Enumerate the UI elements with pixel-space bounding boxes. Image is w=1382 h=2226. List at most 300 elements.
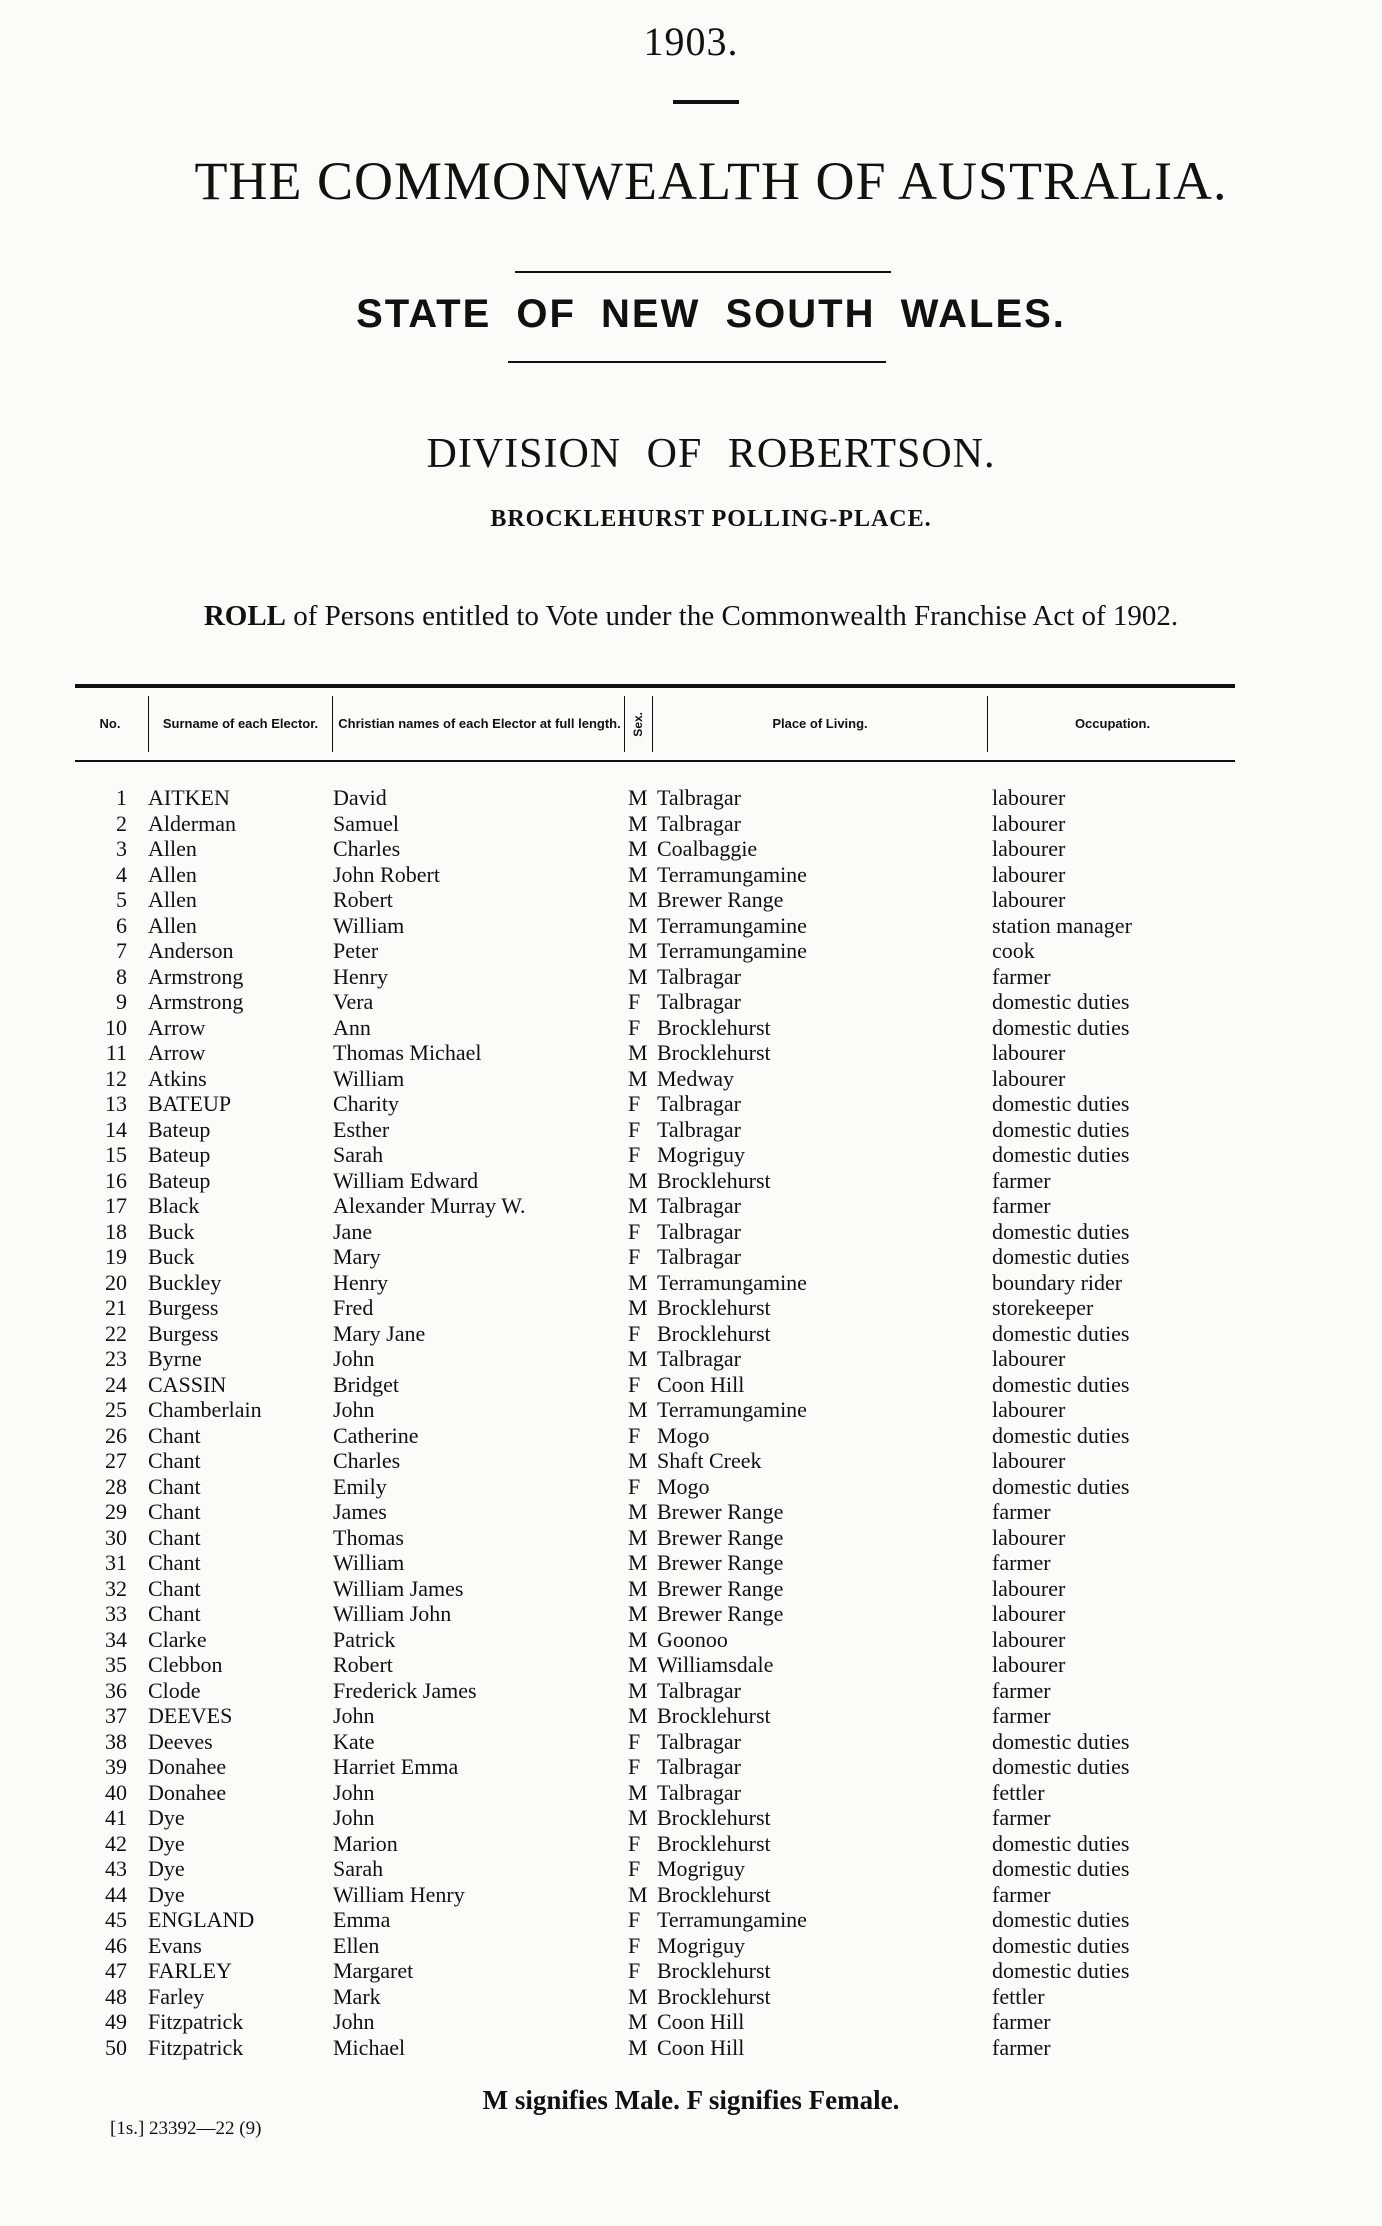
elector-sex: M [628, 785, 648, 810]
elector-occupation: farmer [992, 963, 1051, 989]
elector-number: 17 [105, 1193, 127, 1218]
elector-number: 37 [105, 1703, 127, 1728]
elector-number: 27 [105, 1448, 127, 1473]
elector-surname: Clode [148, 1677, 201, 1703]
elector-occupation: labourer [992, 1346, 1066, 1371]
elector-number: 2 [116, 810, 127, 836]
elector-christian-names: Marion [333, 1830, 398, 1856]
col-header-sex-wrap [626, 688, 650, 760]
elector-number: 16 [105, 1167, 127, 1193]
elector-number: 21 [105, 1295, 127, 1320]
elector-christian-names: Emma [333, 1907, 391, 1932]
elector-surname: Black [148, 1193, 200, 1218]
elector-surname: Fitzpatrick [148, 2009, 244, 2034]
elector-place-of-living: Terramungamine [657, 938, 807, 963]
elector-christian-names: James [333, 1499, 387, 1524]
elector-occupation: labourer [992, 1397, 1066, 1422]
elector-sex: M [628, 810, 648, 836]
elector-occupation: boundary rider [992, 1269, 1123, 1295]
elector-surname: Chant [148, 1499, 201, 1524]
elector-sex: F [628, 1116, 641, 1142]
elector-place-of-living: Talbragar [657, 963, 741, 989]
elector-place-of-living: Brocklehurst [657, 1167, 771, 1193]
elector-number: 39 [105, 1754, 127, 1779]
elector-surname: Buckley [148, 1269, 222, 1295]
elector-sex: M [628, 938, 648, 963]
elector-place-of-living: Brewer Range [657, 1601, 784, 1626]
elector-sex: M [628, 1983, 648, 2009]
elector-number: 15 [105, 1142, 127, 1167]
elector-surname: AITKEN [148, 785, 230, 810]
elector-occupation: domestic duties [992, 1958, 1130, 1983]
elector-occupation: farmer [992, 2034, 1051, 2060]
elector-occupation: domestic duties [992, 1830, 1130, 1856]
elector-sex: F [628, 1830, 641, 1856]
elector-surname: Dye [148, 1881, 185, 1907]
elector-surname: Allen [148, 836, 197, 861]
table-row [0, 1933, 1382, 1959]
table-row [0, 1984, 1382, 2010]
elector-sex: M [628, 1677, 648, 1703]
table-row [0, 1831, 1382, 1857]
elector-sex: M [628, 1881, 648, 1907]
elector-sex: M [628, 1295, 648, 1320]
elector-sex: M [628, 2009, 648, 2034]
column-divider [987, 696, 988, 752]
elector-place-of-living: Talbragar [657, 1218, 741, 1244]
elector-christian-names: John [333, 1805, 375, 1830]
elector-occupation: labourer [992, 861, 1066, 887]
elector-occupation: domestic duties [992, 1091, 1130, 1116]
table-row [0, 1321, 1382, 1347]
elector-sex: F [628, 1142, 641, 1167]
elector-place-of-living: Brewer Range [657, 1524, 784, 1550]
table-row [0, 1576, 1382, 1602]
elector-surname: Chant [148, 1473, 201, 1499]
elector-christian-names: Ann [333, 1014, 371, 1040]
elector-christian-names: John [333, 1346, 375, 1371]
table-row [0, 1525, 1382, 1551]
column-divider [148, 696, 149, 752]
elector-number: 49 [105, 2009, 127, 2034]
elector-occupation: farmer [992, 1550, 1051, 1575]
elector-number: 9 [116, 989, 127, 1014]
elector-christian-names: Samuel [333, 810, 399, 836]
elector-number: 46 [105, 1932, 127, 1958]
elector-occupation: farmer [992, 1499, 1051, 1524]
elector-place-of-living: Brocklehurst [657, 1320, 771, 1346]
page-title: THE COMMONWEALTH OF AUSTRALIA. [194, 151, 1228, 211]
elector-christian-names: Bridget [333, 1371, 399, 1397]
elector-occupation: domestic duties [992, 1473, 1130, 1499]
elector-place-of-living: Brocklehurst [657, 1958, 771, 1983]
elector-sex: M [628, 1346, 648, 1371]
elector-place-of-living: Terramungamine [657, 861, 807, 887]
elector-sex: F [628, 1014, 641, 1040]
electors-list [0, 785, 1382, 2060]
elector-number: 48 [105, 1983, 127, 2009]
elector-place-of-living: Brewer Range [657, 1550, 784, 1575]
elector-place-of-living: Coon Hill [657, 1371, 745, 1397]
elector-christian-names: Michael [333, 2034, 406, 2060]
elector-number: 40 [105, 1779, 127, 1805]
table-row [0, 1958, 1382, 1984]
table-row [0, 1066, 1382, 1092]
elector-sex: F [628, 989, 641, 1014]
elector-number: 22 [105, 1320, 127, 1346]
elector-christian-names: Margaret [333, 1958, 414, 1983]
elector-place-of-living: Terramungamine [657, 1397, 807, 1422]
elector-surname: Allen [148, 861, 197, 887]
elector-number: 25 [105, 1397, 127, 1422]
table-row [0, 1219, 1382, 1245]
table-row [0, 1652, 1382, 1678]
col-header-surname: Surname of each Elector. [162, 716, 319, 731]
table-header [75, 684, 1235, 762]
elector-place-of-living: Brocklehurst [657, 1703, 771, 1728]
elector-christian-names: William James [333, 1575, 464, 1601]
elector-christian-names: Mary [333, 1244, 381, 1269]
elector-number: 18 [105, 1218, 127, 1244]
table-row [0, 1091, 1382, 1117]
elector-christian-names: Thomas Michael [333, 1040, 482, 1065]
elector-occupation: fettler [992, 1779, 1045, 1805]
elector-place-of-living: Terramungamine [657, 1907, 807, 1932]
table-row [0, 1856, 1382, 1882]
elector-surname: Dye [148, 1805, 185, 1830]
elector-christian-names: Emily [333, 1473, 387, 1499]
elector-surname: Farley [148, 1983, 205, 2009]
elector-occupation: domestic duties [992, 1907, 1130, 1932]
elector-surname: Chant [148, 1575, 201, 1601]
elector-surname: Donahee [148, 1779, 227, 1805]
elector-surname: Bateup [148, 1116, 211, 1142]
elector-place-of-living: Brewer Range [657, 887, 784, 912]
col-header-place: Place of Living. [772, 716, 868, 731]
elector-christian-names: Esther [333, 1116, 390, 1142]
elector-number: 4 [116, 861, 127, 887]
elector-christian-names: Robert [333, 887, 393, 912]
table-row [0, 862, 1382, 888]
elector-occupation: farmer [992, 1881, 1051, 1907]
elector-occupation: domestic duties [992, 1932, 1130, 1958]
elector-christian-names: William [333, 912, 405, 938]
table-row [0, 836, 1382, 862]
elector-place-of-living: Terramungamine [657, 912, 807, 938]
elector-sex: F [628, 1218, 641, 1244]
elector-surname: Chant [148, 1448, 201, 1473]
elector-number: 7 [116, 938, 127, 963]
elector-place-of-living: Brewer Range [657, 1575, 784, 1601]
elector-occupation: domestic duties [992, 1244, 1130, 1269]
table-row [0, 938, 1382, 964]
elector-christian-names: Sarah [333, 1142, 384, 1167]
elector-occupation: domestic duties [992, 1422, 1130, 1448]
elector-place-of-living: Talbragar [657, 1346, 741, 1371]
column-divider [652, 696, 653, 752]
elector-sex: M [628, 1065, 648, 1091]
elector-occupation: labourer [992, 1524, 1066, 1550]
elector-christian-names: Harriet Emma [333, 1754, 459, 1779]
elector-sex: M [628, 1575, 648, 1601]
elector-place-of-living: Brocklehurst [657, 1805, 771, 1830]
table-row [0, 887, 1382, 913]
elector-sex: M [628, 1550, 648, 1575]
elector-surname: Chant [148, 1422, 201, 1448]
table-row [0, 1805, 1382, 1831]
table-row [0, 811, 1382, 837]
column-divider [624, 696, 625, 752]
elector-surname: FARLEY [148, 1958, 232, 1983]
elector-sex: M [628, 2034, 648, 2060]
divider [515, 271, 891, 273]
polling-place-heading: BROCKLEHURST POLLING-PLACE. [490, 506, 932, 532]
table-row [0, 1550, 1382, 1576]
table-row [0, 1142, 1382, 1168]
elector-christian-names: Catherine [333, 1422, 419, 1448]
elector-number: 26 [105, 1422, 127, 1448]
elector-christian-names: Frederick James [333, 1677, 477, 1703]
elector-place-of-living: Brocklehurst [657, 1881, 771, 1907]
elector-surname: Allen [148, 912, 197, 938]
elector-number: 5 [116, 887, 127, 912]
elector-christian-names: Henry [333, 1269, 388, 1295]
elector-surname: Chamberlain [148, 1397, 262, 1422]
elector-sex: F [628, 1958, 641, 1983]
elector-sex: M [628, 1805, 648, 1830]
elector-sex: F [628, 1422, 641, 1448]
table-row [0, 1627, 1382, 1653]
table-row [0, 1601, 1382, 1627]
elector-occupation: labourer [992, 836, 1066, 861]
table-row [0, 1346, 1382, 1372]
table-row [0, 964, 1382, 990]
elector-occupation: farmer [992, 1703, 1051, 1728]
elector-occupation: storekeeper [992, 1295, 1094, 1320]
elector-number: 11 [105, 1040, 127, 1065]
elector-number: 43 [105, 1856, 127, 1881]
elector-occupation: labourer [992, 1626, 1066, 1652]
elector-surname: Armstrong [148, 989, 244, 1014]
elector-christian-names: Thomas [333, 1524, 404, 1550]
elector-number: 44 [105, 1881, 127, 1907]
sex-legend-note: M signifies Male. F signifies Female. [482, 2085, 900, 2115]
elector-surname: Arrow [148, 1040, 206, 1065]
elector-occupation: cook [992, 938, 1035, 963]
elector-christian-names: Charity [333, 1091, 399, 1116]
elector-christian-names: John [333, 2009, 375, 2034]
elector-sex: M [628, 887, 648, 912]
elector-place-of-living: Mogo [657, 1422, 710, 1448]
elector-surname: BATEUP [148, 1091, 232, 1116]
elector-occupation: domestic duties [992, 1320, 1130, 1346]
elector-occupation: labourer [992, 1065, 1066, 1091]
elector-sex: F [628, 1856, 641, 1881]
elector-occupation: domestic duties [992, 1856, 1130, 1881]
elector-number: 42 [105, 1830, 127, 1856]
elector-sex: M [628, 1652, 648, 1677]
col-header-no: No. [99, 716, 121, 731]
elector-surname: Clarke [148, 1626, 207, 1652]
elector-number: 38 [105, 1728, 127, 1754]
elector-place-of-living: Brocklehurst [657, 1295, 771, 1320]
elector-christian-names: Henry [333, 963, 388, 989]
table-row [0, 989, 1382, 1015]
elector-place-of-living: Talbragar [657, 1677, 741, 1703]
elector-sex: M [628, 861, 648, 887]
elector-place-of-living: Mogriguy [657, 1142, 745, 1167]
elector-place-of-living: Talbragar [657, 989, 741, 1014]
elector-christian-names: Jane [333, 1218, 373, 1244]
elector-occupation: labourer [992, 1448, 1066, 1473]
elector-number: 20 [105, 1269, 127, 1295]
elector-surname: DEEVES [148, 1703, 233, 1728]
elector-surname: Alderman [148, 810, 236, 836]
elector-number: 8 [116, 963, 127, 989]
table-row [0, 2009, 1382, 2035]
elector-surname: Burgess [148, 1320, 219, 1346]
elector-sex: M [628, 1499, 648, 1524]
elector-sex: M [628, 836, 648, 861]
elector-occupation: domestic duties [992, 1116, 1130, 1142]
table-row [0, 1882, 1382, 1908]
elector-place-of-living: Brocklehurst [657, 1040, 771, 1065]
elector-christian-names: Mark [333, 1983, 381, 2009]
elector-occupation: labourer [992, 810, 1066, 836]
table-row [0, 1244, 1382, 1270]
elector-surname: ENGLAND [148, 1907, 255, 1932]
elector-christian-names: Mary Jane [333, 1320, 426, 1346]
elector-christian-names: William [333, 1065, 405, 1091]
table-row [0, 1678, 1382, 1704]
table-row [0, 1754, 1382, 1780]
table-row [0, 1499, 1382, 1525]
table-row [0, 913, 1382, 939]
elector-surname: Fitzpatrick [148, 2034, 244, 2060]
elector-place-of-living: Talbragar [657, 810, 741, 836]
elector-occupation: labourer [992, 887, 1066, 912]
elector-place-of-living: Talbragar [657, 1779, 741, 1805]
roll-description [0, 600, 1382, 633]
elector-place-of-living: Terramungamine [657, 1269, 807, 1295]
elector-surname: Dye [148, 1856, 185, 1881]
elector-sex: M [628, 1193, 648, 1218]
elector-number: 35 [105, 1652, 127, 1677]
elector-sex: M [628, 1269, 648, 1295]
elector-number: 6 [116, 912, 127, 938]
elector-christian-names: Charles [333, 1448, 401, 1473]
elector-christian-names: Vera [333, 989, 374, 1014]
table-row [0, 1780, 1382, 1806]
elector-christian-names: Robert [333, 1652, 393, 1677]
elector-sex: F [628, 1371, 641, 1397]
elector-place-of-living: Coon Hill [657, 2034, 745, 2060]
elector-sex: M [628, 1626, 648, 1652]
table-row [0, 785, 1382, 811]
elector-surname: Bateup [148, 1167, 211, 1193]
elector-occupation: farmer [992, 1805, 1051, 1830]
elector-christian-names: John [333, 1779, 375, 1805]
elector-surname: Chant [148, 1601, 201, 1626]
elector-surname: Allen [148, 887, 197, 912]
elector-number: 36 [105, 1677, 127, 1703]
elector-number: 45 [105, 1907, 127, 1932]
elector-number: 12 [105, 1065, 127, 1091]
elector-surname: Arrow [148, 1014, 206, 1040]
elector-number: 23 [105, 1346, 127, 1371]
divider [508, 361, 886, 363]
elector-surname: Buck [148, 1244, 195, 1269]
elector-christian-names: David [333, 785, 387, 810]
elector-sex: F [628, 1091, 641, 1116]
elector-occupation: domestic duties [992, 1014, 1130, 1040]
elector-place-of-living: Talbragar [657, 785, 741, 810]
elector-sex: M [628, 1779, 648, 1805]
elector-sex: F [628, 1754, 641, 1779]
table-row [0, 1168, 1382, 1194]
elector-occupation: domestic duties [992, 1142, 1130, 1167]
elector-occupation: domestic duties [992, 1371, 1130, 1397]
elector-christian-names: Sarah [333, 1856, 384, 1881]
elector-number: 3 [116, 836, 127, 861]
table-row [0, 2035, 1382, 2061]
elector-place-of-living: Mogriguy [657, 1856, 745, 1881]
elector-surname: Byrne [148, 1346, 202, 1371]
elector-sex: M [628, 912, 648, 938]
elector-number: 34 [105, 1626, 127, 1652]
elector-occupation: domestic duties [992, 1754, 1130, 1779]
elector-number: 32 [105, 1575, 127, 1601]
elector-surname: Dye [148, 1830, 185, 1856]
elector-occupation: fettler [992, 1983, 1045, 2009]
elector-occupation: labourer [992, 1601, 1066, 1626]
col-header-sex: Sex. [631, 711, 645, 737]
elector-surname: Donahee [148, 1754, 227, 1779]
elector-number: 30 [105, 1524, 127, 1550]
elector-sex: F [628, 1320, 641, 1346]
elector-surname: Clebbon [148, 1652, 223, 1677]
elector-sex: F [628, 1932, 641, 1958]
elector-christian-names: John [333, 1397, 375, 1422]
table-row [0, 1703, 1382, 1729]
elector-place-of-living: Talbragar [657, 1116, 741, 1142]
elector-occupation: farmer [992, 2009, 1051, 2034]
elector-sex: M [628, 1703, 648, 1728]
elector-number: 41 [105, 1805, 127, 1830]
table-row [0, 1423, 1382, 1449]
elector-place-of-living: Brocklehurst [657, 1014, 771, 1040]
elector-occupation: farmer [992, 1677, 1051, 1703]
table-row [0, 1117, 1382, 1143]
elector-christian-names: William John [333, 1601, 452, 1626]
elector-place-of-living: Mogriguy [657, 1932, 745, 1958]
elector-sex: F [628, 1244, 641, 1269]
elector-place-of-living: Talbragar [657, 1754, 741, 1779]
elector-surname: Armstrong [148, 963, 244, 989]
state-heading: STATE OF NEW SOUTH WALES. [356, 292, 1066, 336]
elector-occupation: labourer [992, 1575, 1066, 1601]
elector-occupation: farmer [992, 1167, 1051, 1193]
year-heading: 1903. [643, 19, 739, 64]
elector-number: 14 [105, 1116, 127, 1142]
elector-occupation: labourer [992, 785, 1066, 810]
elector-number: 31 [105, 1550, 127, 1575]
roll-label: ROLL [203, 600, 286, 632]
elector-sex: M [628, 1448, 648, 1473]
table-row [0, 1015, 1382, 1041]
elector-surname: Deeves [148, 1728, 213, 1754]
elector-place-of-living: Brocklehurst [657, 1830, 771, 1856]
